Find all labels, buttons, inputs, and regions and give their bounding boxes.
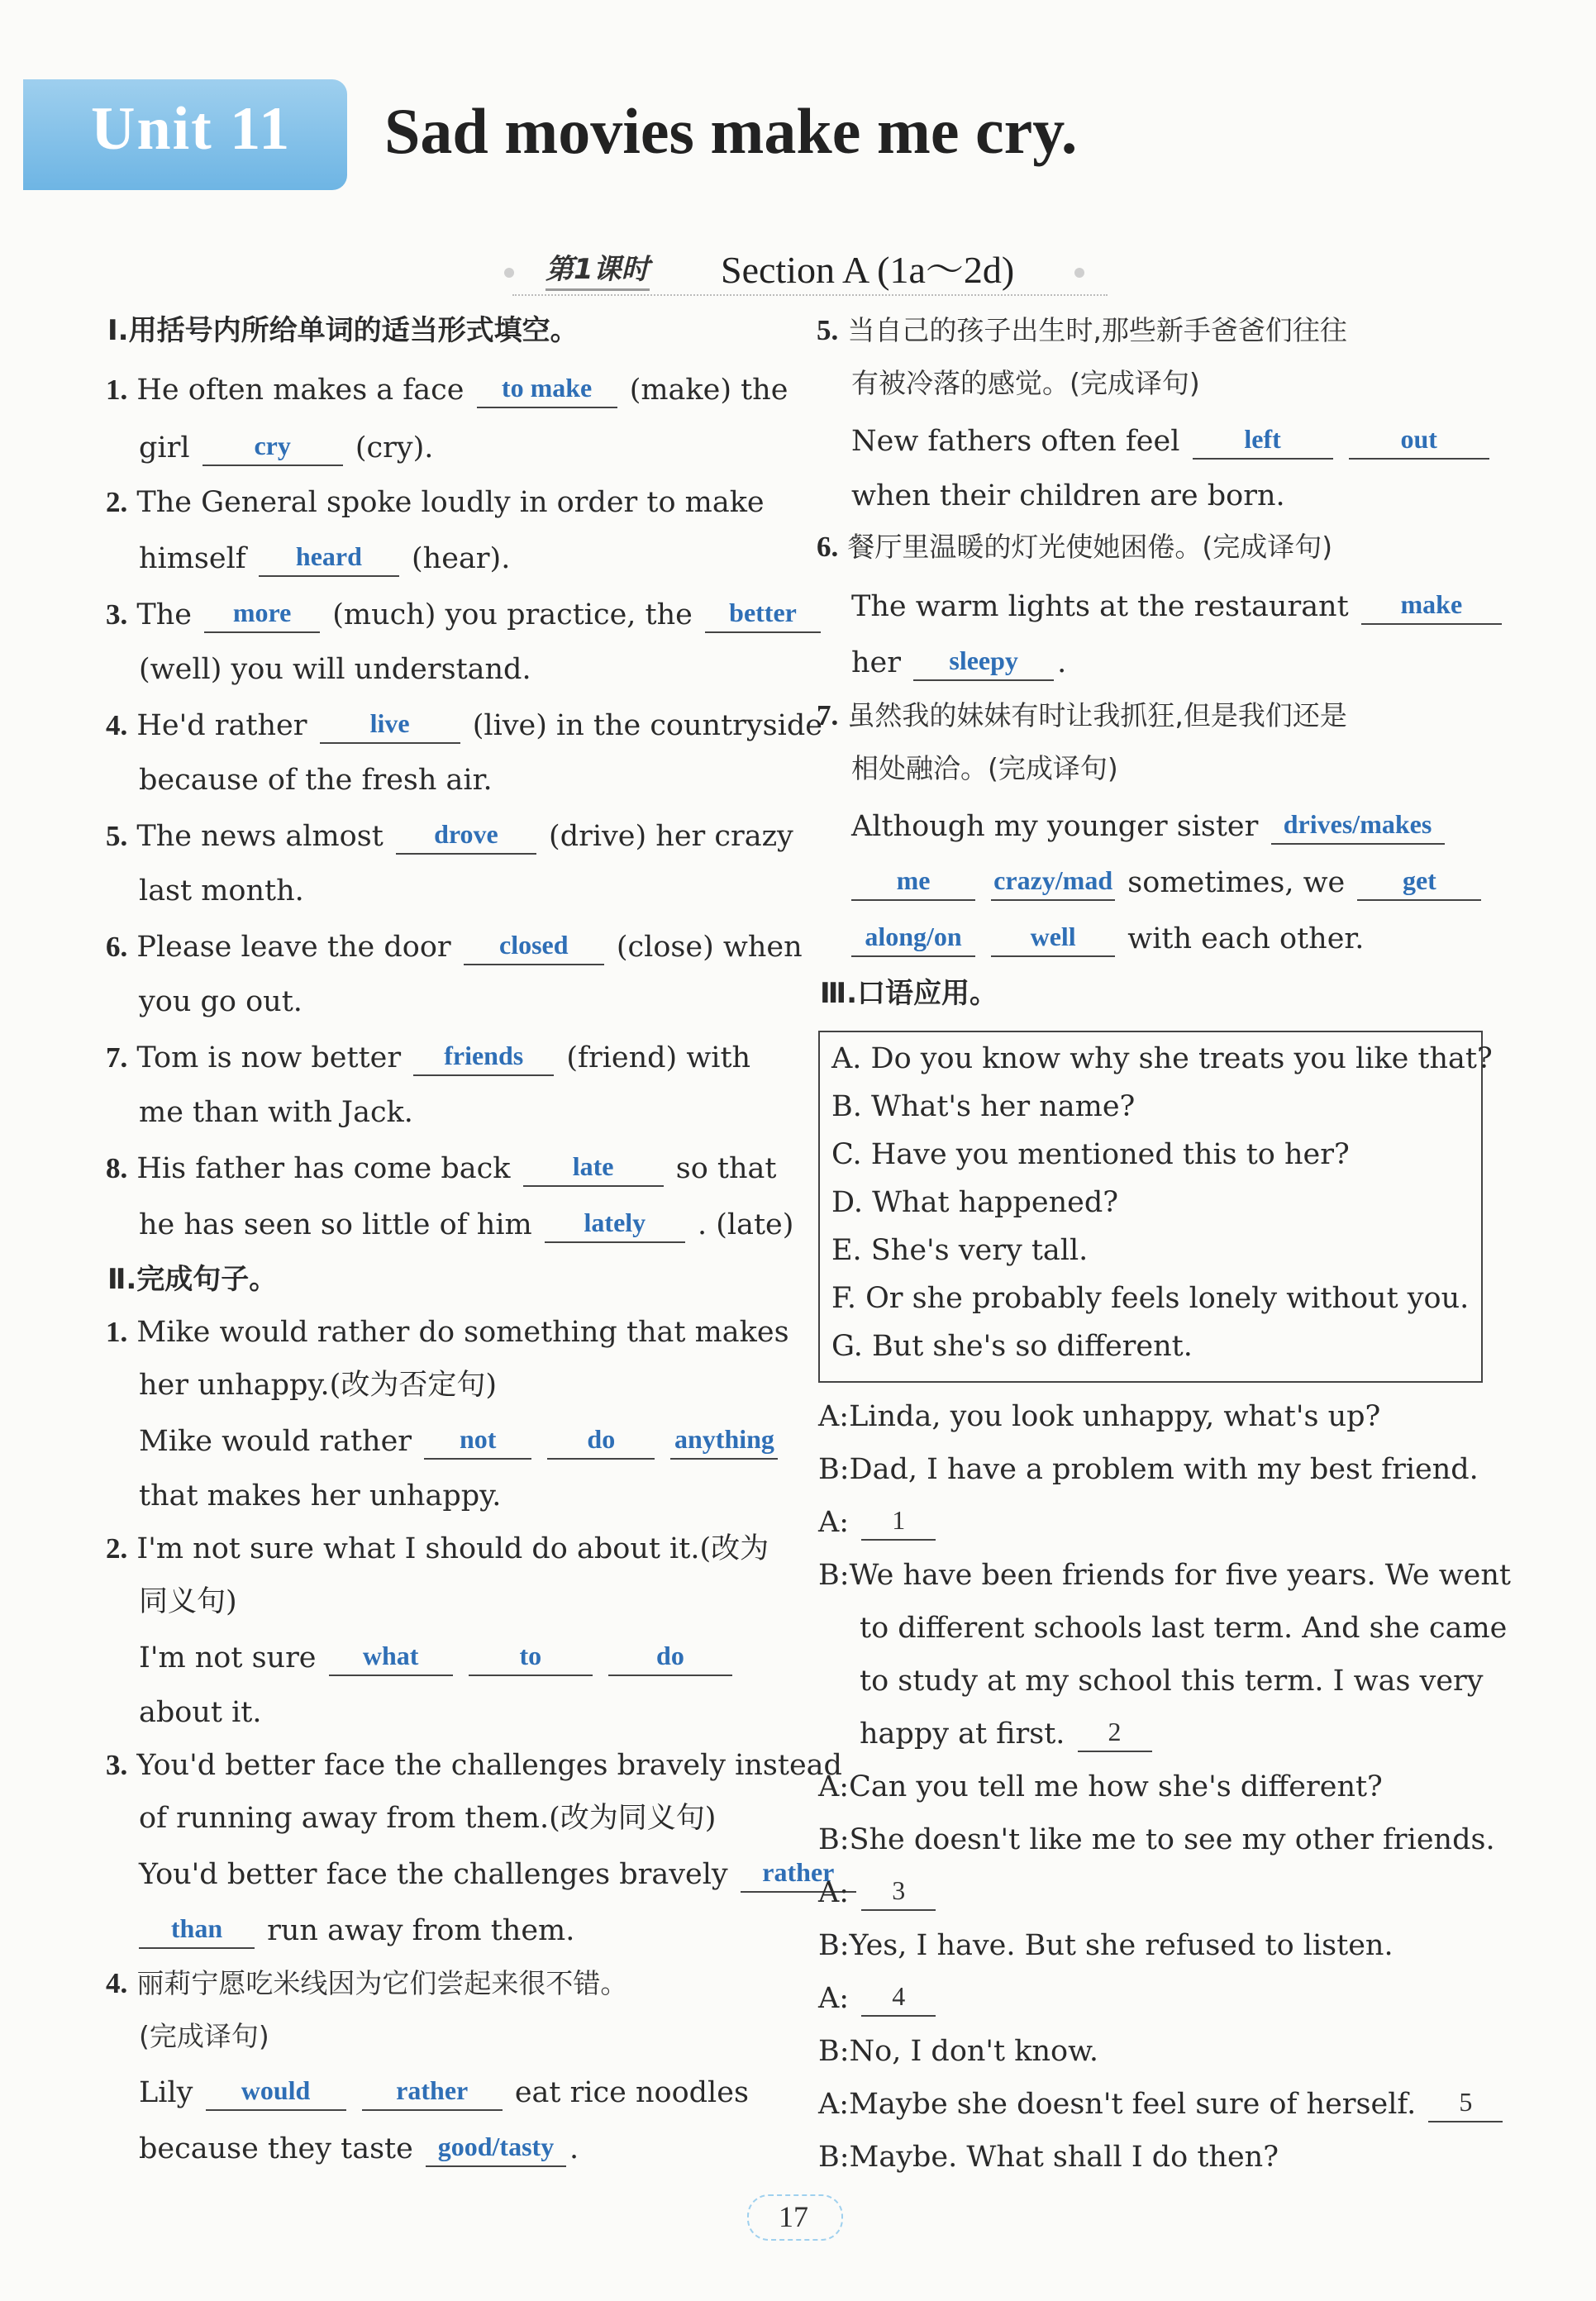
dialogue-line: A:Linda, you look unhappy, what's up? xyxy=(818,1400,1381,1433)
answer-blank: 4 xyxy=(861,1982,936,2017)
answer-blank: better xyxy=(705,598,821,633)
part1-item-2-line1: 2. The General spoke loudly in order to make xyxy=(106,486,765,519)
part2-item-6-q1: 6. 餐厅里温暖的灯光使她困倦。(完成译句) xyxy=(817,531,1333,563)
part1-item-8-line2: he has seen so little of him lately . (late) xyxy=(139,1208,794,1241)
part2-item-3-q1: 3. You'd better face the challenges bravely instead xyxy=(106,1749,842,1782)
answer-blank: than xyxy=(139,1914,255,1949)
answer-blank: rather xyxy=(741,1858,856,1893)
part2-item-1-answer: Mike would rather not do anything xyxy=(139,1423,781,1460)
answer-blank: left xyxy=(1193,425,1333,460)
unit-label: Unit 11 xyxy=(91,95,292,163)
part2-item-3-q2: of running away from them.(改为同义句) xyxy=(139,1802,717,1835)
options-box xyxy=(818,1031,1493,1383)
part2-item-7-q2: 相处融洽。(完成译句) xyxy=(851,752,1118,784)
part2-item-2-answer: I'm not sure what to do xyxy=(139,1640,736,1676)
header-divider xyxy=(512,294,1108,296)
part2-item-3-answer2: than run away from them. xyxy=(139,1913,574,1949)
option-f: F. Or she probably feels lonely without you. xyxy=(831,1282,1470,1315)
part2-item-5-s2: when their children are born. xyxy=(851,479,1285,512)
part2-item-4-q1: 4. 丽莉宁愿吃米线因为它们尝起来很不错。 xyxy=(106,1967,628,1999)
dialogue-line: to different schools last term. And she came xyxy=(860,1612,1508,1645)
answer-blank: well xyxy=(991,922,1115,957)
answer-blank: do xyxy=(547,1425,655,1460)
part1-item-8-line1: 8. His father has come back late so that xyxy=(106,1151,777,1185)
answer-blank: drives/makes xyxy=(1271,810,1445,845)
answer-blank: do xyxy=(608,1641,732,1676)
section-title: Section A (1a～2d) xyxy=(721,249,1015,291)
part2-item-7-q1: 7. 虽然我的妹妹有时让我抓狂,但是我们还是 xyxy=(817,699,1347,731)
dialogue-line: A: 4 xyxy=(818,1980,939,2017)
part2-item-1-q1: 1. Mike would rather do something that makes xyxy=(106,1316,789,1349)
answer-blank: to make xyxy=(477,374,617,408)
part2-item-7-answer2: me crazy/mad sometimes, we get xyxy=(851,865,1484,901)
lesson-tag: 第1课时 xyxy=(545,246,650,291)
dot-icon xyxy=(504,268,514,278)
part2-item-2-s2: about it. xyxy=(139,1696,262,1729)
dialogue-line: A: 1 xyxy=(818,1504,939,1541)
part2-item-2-q1: 2. I'm not sure what I should do about it.(改为 xyxy=(106,1532,769,1565)
answer-blank: rather xyxy=(362,2076,503,2111)
answer-blank: closed xyxy=(464,931,604,965)
answer-blank: cry xyxy=(202,431,343,466)
part2-item-6-answer2: her sleepy . xyxy=(851,646,1067,679)
answer-blank: lately xyxy=(545,1208,685,1243)
answer-blank: heard xyxy=(259,542,399,577)
dialogue-line: A: 3 xyxy=(818,1875,939,1911)
part1-item-4-line2: because of the fresh air. xyxy=(139,764,493,797)
part1-item-3-line2: (well) you will understand. xyxy=(139,653,531,686)
dot-icon xyxy=(1074,268,1084,278)
part2-item-5-q2: 有被冷落的感觉。(完成译句) xyxy=(851,367,1200,399)
part1-item-7-line2: me than with Jack. xyxy=(139,1096,413,1129)
answer-blank: drove xyxy=(396,820,536,855)
part2-heading: Ⅱ.完成句子。 xyxy=(107,1263,278,1296)
part1-item-6-line1: 6. Please leave the door closed (close) when xyxy=(106,930,803,964)
part2-item-7-answer: Although my younger sister drives/makes xyxy=(851,808,1448,845)
part2-item-2-q2: 同义句) xyxy=(139,1585,237,1618)
part1-heading: Ⅰ.用括号内所给单词的适当形式填空。 xyxy=(107,314,579,347)
part2-item-1-q2: her unhappy.(改为否定句) xyxy=(139,1369,497,1402)
part2-item-7-answer3: along/on well with each other. xyxy=(851,921,1364,957)
part2-item-4-q2: (完成译句) xyxy=(139,2020,269,2052)
answer-blank: me xyxy=(851,866,975,901)
part1-item-2-line2: himself heard (hear). xyxy=(139,541,511,575)
answer-blank: out xyxy=(1349,425,1489,460)
part1-item-7-line1: 7. Tom is now better friends (friend) with xyxy=(106,1041,751,1074)
option-a: A. Do you know why she treats you like that? xyxy=(831,1042,1493,1075)
dialogue-line: B:She doesn't like me to see my other friends. xyxy=(818,1823,1495,1856)
option-c: C. Have you mentioned this to her? xyxy=(831,1138,1350,1171)
part2-item-5-q1: 5. 当自己的孩子出生时,那些新手爸爸们往往 xyxy=(817,314,1347,346)
dialogue-line: to study at my school this term. I was very xyxy=(860,1665,1484,1698)
part1-item-1-line2: girl cry (cry). xyxy=(139,431,434,464)
answer-blank: what xyxy=(329,1641,453,1676)
part3-heading: Ⅲ.口语应用。 xyxy=(820,977,998,1010)
answer-blank: live xyxy=(320,709,460,744)
option-d: D. What happened? xyxy=(831,1186,1118,1219)
answer-blank: to xyxy=(469,1641,593,1676)
answer-blank: along/on xyxy=(851,922,975,957)
part1-item-5-line2: last month. xyxy=(139,874,304,908)
dialogue-line: B:We have been friends for five years. We went xyxy=(818,1559,1511,1592)
part1-item-5-line1: 5. The news almost drove (drive) her crazy xyxy=(106,819,793,853)
part1-item-1-line1: 1. He often makes a face to make (make) the xyxy=(106,373,788,407)
lesson-header xyxy=(496,240,1108,293)
part1-item-3-line1: 3. The more (much) you practice, the better xyxy=(106,597,824,633)
answer-blank: make xyxy=(1361,590,1502,625)
part2-item-6-answer: The warm lights at the restaurant make xyxy=(851,588,1505,625)
dialogue-line: happy at first. 2 xyxy=(860,1716,1155,1752)
dialogue-line: B:No, I don't know. xyxy=(818,2035,1098,2068)
part2-item-4-answer2: because they taste good/tasty . xyxy=(139,2132,579,2165)
option-e: E. She's very tall. xyxy=(831,1234,1089,1267)
option-b: B. What's her name? xyxy=(831,1090,1136,1123)
option-g: G. But she's so different. xyxy=(831,1330,1193,1363)
part1-item-4-line1: 4. He'd rather live (live) in the countryside xyxy=(106,708,822,742)
answer-blank: 3 xyxy=(861,1876,936,1911)
page-number: 17 xyxy=(744,2194,843,2239)
answer-blank: 1 xyxy=(861,1506,936,1541)
unit-title: Sad movies make me cry. xyxy=(384,95,1078,167)
part1-item-6-line2: you go out. xyxy=(139,985,303,1018)
answer-blank: more xyxy=(204,598,320,633)
answer-blank: not xyxy=(424,1425,531,1460)
answer-blank: would xyxy=(206,2076,346,2111)
dialogue-line: B:Yes, I have. But she refused to listen. xyxy=(818,1929,1394,1962)
part2-item-4-answer: Lily would rather eat rice noodles xyxy=(139,2075,749,2109)
answer-blank: get xyxy=(1357,866,1481,901)
part2-item-5-answer: New fathers often feel left out xyxy=(851,423,1493,460)
answer-blank: late xyxy=(523,1152,664,1187)
answer-blank: crazy/mad xyxy=(991,866,1115,901)
answer-blank: good/tasty xyxy=(426,2132,566,2167)
answer-blank: anything xyxy=(670,1425,778,1460)
unit-badge xyxy=(23,79,347,190)
dialogue-line: B:Dad, I have a problem with my best friend. xyxy=(818,1453,1479,1486)
part2-item-1-s2: that makes her unhappy. xyxy=(139,1479,502,1513)
answer-blank: sleepy xyxy=(913,646,1054,681)
dialogue-line: A:Can you tell me how she's different? xyxy=(818,1770,1383,1803)
answer-blank: friends xyxy=(413,1041,554,1076)
part2-item-3-answer: You'd better face the challenges bravely rather xyxy=(139,1856,860,1893)
answer-blank: 5 xyxy=(1428,2088,1503,2122)
answer-blank: 2 xyxy=(1078,1717,1152,1752)
dialogue-line: A:Maybe she doesn't feel sure of herself. 5 xyxy=(818,2086,1506,2122)
dialogue-line: B:Maybe. What shall I do then? xyxy=(818,2141,1279,2174)
